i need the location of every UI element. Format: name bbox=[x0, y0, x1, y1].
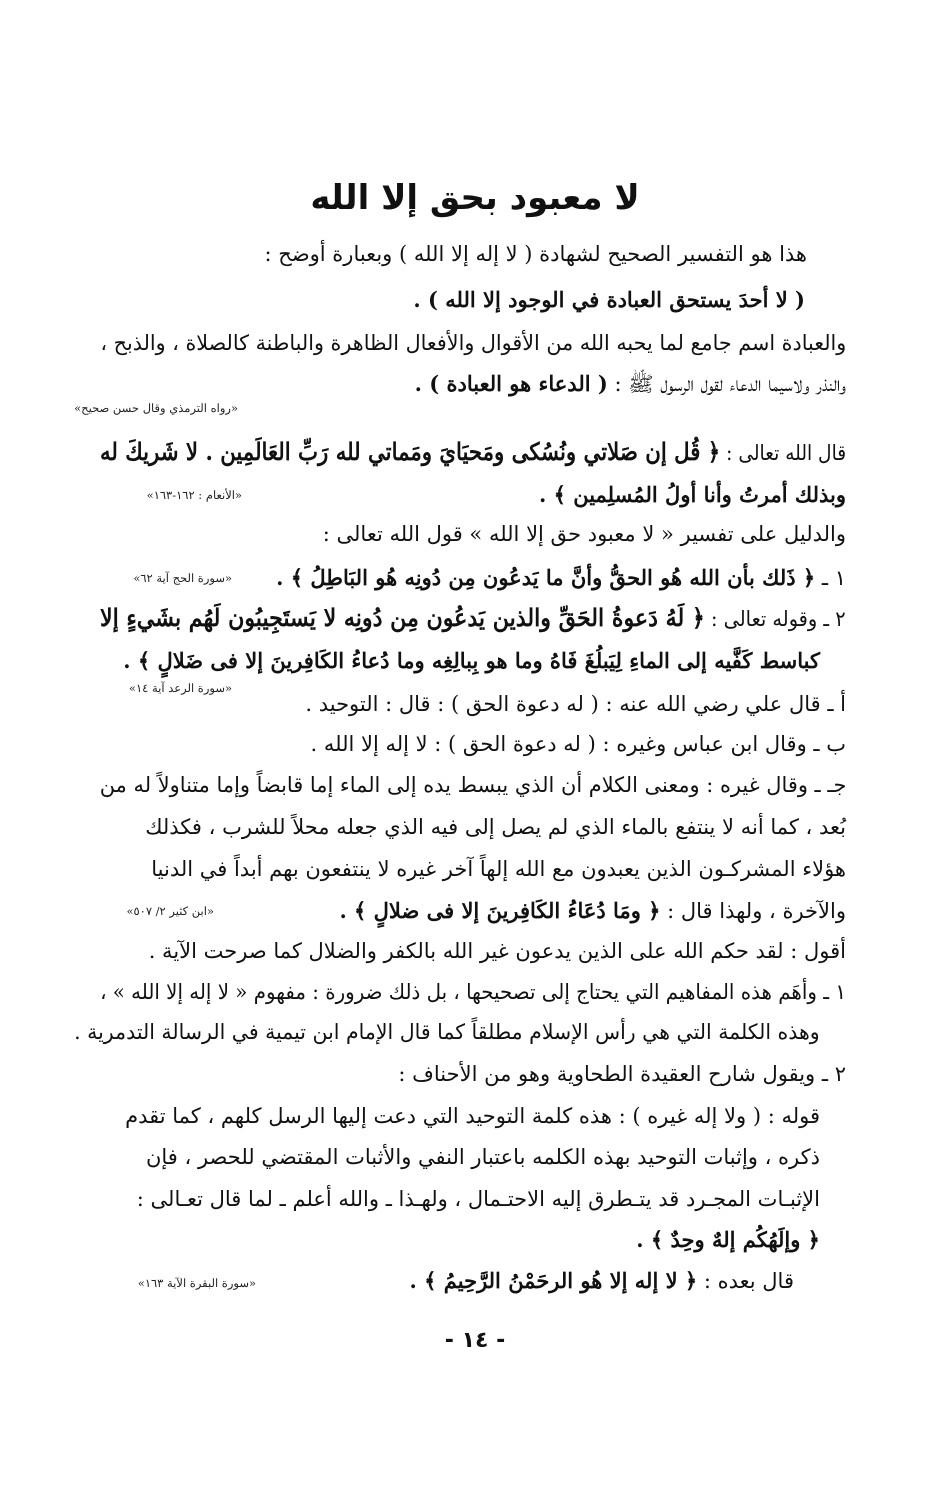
text-segment: ٢ ـ وقوله تعالى : bbox=[711, 607, 846, 631]
text-line: والدليل على تفسير « لا معبود حق إلا الله » قول الله تعالى : bbox=[322, 522, 846, 546]
hadith-quote: ( الدعاء هو العبادة ) . bbox=[414, 371, 608, 396]
reference-note: «سورة الحج آية ٦٢» bbox=[133, 571, 232, 585]
text-line: والعبادة اسم جامع لما يحبه الله من الأقوال والأفعال الظاهرة والباطنة كالصلاة ، والذبح ، bbox=[100, 331, 846, 355]
text-line bbox=[415, 368, 846, 400]
reference-note: «سورة الرعد آية ١٤» bbox=[128, 681, 232, 695]
text-line bbox=[410, 1265, 794, 1297]
list-number: ١ ـ bbox=[821, 566, 846, 590]
reference-note: «ابن كثير ٢/ ٥٠٧» bbox=[126, 904, 214, 918]
text-segment: قال بعده : bbox=[703, 1269, 794, 1293]
text-line: ٢ ـ ويقول شارح العقيدة الطحاوية وهو من الأحناف : bbox=[398, 1062, 846, 1086]
quran-verse: كباسط كَفَّيه إلى الماءِ لِيَبلُغَ فَاهُ وما هو بِبالِغِه وما دُعاءُ الكَافِرينَ إلا فى ضَلالٍ ﴾ . bbox=[123, 648, 820, 673]
text-segment: والنذر ولاسيما الدعاء لقول الرسول ﷺ : bbox=[614, 372, 846, 396]
page-title: لا معبود بحق إلا الله bbox=[310, 178, 640, 218]
text-line: هذا هو التفسير الصحيح لشهادة ( لا إله إلا الله ) وبعبارة أوضح : bbox=[264, 242, 807, 266]
reference-note: «الأنعام : ١٦٢-١٦٣» bbox=[146, 488, 242, 502]
text-line bbox=[100, 602, 846, 635]
text-line bbox=[276, 562, 846, 594]
text-line: الإثبـات المجـرد قد يتـطرق إليه الاحتـمال ، ولهـذا ـ والله أعلم ـ لما قال تعـالى : bbox=[136, 1187, 820, 1211]
text-line: وهذه الكلمة التي هي رأس الإسلام مطلقاً كما قال الإمام ابن تيمية في الرسالة التدمرية . bbox=[74, 1020, 820, 1044]
text-line: ( لا أحدَ يستحق العبادة في الوجود إلا الله ) . bbox=[413, 287, 805, 312]
text-line: ١ ـ وأهَم هذه المفاهيم التي يحتاج إلى تصحيحها ، بل ذلك ضرورة : مفهوم « لا إله إلا الله » ، bbox=[100, 980, 846, 1004]
text-line bbox=[339, 895, 846, 927]
text-segment: والآخرة ، ولهذا قال : bbox=[667, 899, 846, 923]
quran-verse: ﴿ ذَلك بأن الله هُو الحقُّ وأنَّ ما يَدعُون مِن دُونِه هُو البَاطِلُ ﴾ . bbox=[276, 565, 816, 590]
text-line bbox=[100, 436, 846, 469]
reference-note: «رواه الترمذي وقال حسن صحيح» bbox=[74, 401, 238, 415]
page-number: - ١٤ - bbox=[444, 1328, 506, 1353]
quran-verse: ﴿ قُل إن صَلاتي ونُسُكى ومَحيَايَ ومَماتي لله رَبِّ العَالَمِين . لا شَريكَ له bbox=[99, 437, 721, 466]
text-segment: قال الله تعالى : bbox=[726, 441, 846, 465]
quran-verse: ﴿ ومَا دُعَاءُ الكَافِرينَ إلا فى ضلالٍ ﴾ . bbox=[339, 898, 661, 923]
text-line: ذكره ، وإثبات التوحيد بهذه الكلمه باعتبار النفي والأثبات المقتضي للحصر ، فإن bbox=[145, 1145, 820, 1169]
text-line: قوله : ( ولا إله غيره ) : هذه كلمة التوحيد التي دعت إليها الرسل كلهم ، كما تقدم bbox=[125, 1104, 820, 1128]
quran-verse: ﴿ وإلَهُكُم إلهٌ وحِدٌ ﴾ . bbox=[636, 1227, 820, 1252]
reference-note: «سورة البقرة الآية ١٦٣» bbox=[137, 1276, 256, 1290]
text-line: هؤلاء المشركـون الذين يعبدون مع الله إلهاً آخر غيره لا ينتفعون بهم أبداً في الدنيا bbox=[151, 857, 846, 881]
text-line: جـ ـ وقال غيره : ومعنى الكلام أن الذي يبسط يده إلى الماء إما قابضاً وإما متناولاً له من bbox=[99, 773, 846, 797]
quran-verse: ﴿ لَهُ دَعوةُ الحَقِّ والذين يَدعُون مِن دُونِه لا يَستَجِيبُون لَهُم بشَيءٍ إلا bbox=[100, 603, 706, 632]
text-line: بُعد ، كما أنه لا ينتفع بالماء الذي لم يصل إلى فيه الذي جعله محلاً للشرب ، فكذلك bbox=[145, 815, 846, 839]
text-line: أقول : لقد حكم الله على الذين يدعون غير الله بالكفر والضلال كما صرحت الآية . bbox=[148, 939, 846, 963]
text-line: أ ـ قال علي رضي الله عنه : ( له دعوة الحق ) : قال : التوحيد . bbox=[305, 692, 846, 716]
quran-verse: وبذلك أمرتُ وأنا أولُ المُسلِمين ﴾ . bbox=[538, 482, 846, 507]
quran-verse: ﴿ لا إله إلا هُو الرحَمْنُ الرَّحِيمُ ﴾ . bbox=[409, 1268, 698, 1293]
text-line: ب ـ وقال ابن عباس وغيره : ( له دعوة الحق ) : لا إله إلا الله . bbox=[310, 732, 846, 756]
